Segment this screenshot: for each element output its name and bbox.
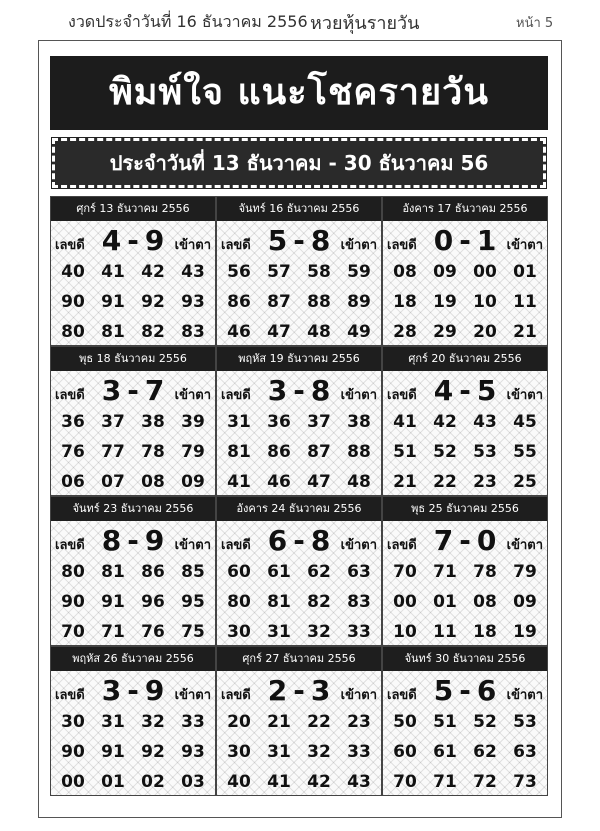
lucky-number: 28 — [393, 322, 417, 342]
lucky-number: 42 — [141, 262, 165, 282]
prediction-cell — [382, 346, 548, 496]
good-number-label: เลขดี — [55, 238, 85, 253]
number-row — [51, 407, 215, 437]
lucky-number: 32 — [141, 712, 165, 732]
lucky-number: 79 — [513, 562, 537, 582]
number-row — [383, 257, 547, 287]
lucky-number: 09 — [181, 472, 205, 492]
date-range: ประจำวันที่ 13 ธันวาคม - 30 ธันวาคม 56 — [52, 138, 546, 188]
number-row — [51, 317, 215, 346]
number-row — [217, 287, 381, 317]
number-row — [217, 707, 381, 737]
notable-label: เข้าตา — [174, 388, 211, 403]
notable-label: เข้าตา — [340, 388, 377, 403]
lucky-number: 25 — [513, 472, 537, 492]
key-digit-2: 8 — [310, 374, 331, 407]
number-row — [217, 587, 381, 617]
lucky-number: 78 — [473, 562, 497, 582]
pick-row — [217, 375, 381, 407]
number-row — [217, 467, 381, 496]
section-title: หวยหุ้นรายวัน — [310, 13, 420, 34]
notable-label: เข้าตา — [174, 538, 211, 553]
number-row — [383, 407, 547, 437]
lucky-number: 00 — [473, 262, 497, 282]
pick-row — [217, 675, 381, 707]
lucky-number: 23 — [473, 472, 497, 492]
lucky-number: 47 — [267, 322, 291, 342]
number-row — [217, 767, 381, 796]
lucky-number: 78 — [141, 442, 165, 462]
pick-row — [383, 225, 547, 257]
lucky-number: 77 — [101, 442, 125, 462]
number-row — [217, 557, 381, 587]
prediction-cell — [50, 346, 216, 496]
cell-date: พฤหัส 19 ธันวาคม 2556 — [217, 347, 381, 371]
number-row — [217, 257, 381, 287]
lucky-number: 79 — [181, 442, 205, 462]
page-header — [0, 0, 600, 40]
prediction-cell — [216, 196, 382, 346]
lucky-number: 09 — [433, 262, 457, 282]
lucky-number: 81 — [101, 562, 125, 582]
lucky-number: 00 — [61, 772, 85, 792]
lucky-number: 37 — [101, 412, 125, 432]
digit-separator: - — [127, 674, 139, 707]
digit-separator: - — [459, 674, 471, 707]
number-row — [51, 437, 215, 467]
lucky-number: 00 — [393, 592, 417, 612]
key-digit-2: 8 — [310, 524, 331, 557]
lucky-number: 71 — [433, 562, 457, 582]
lucky-number: 19 — [433, 292, 457, 312]
lucky-number: 50 — [393, 712, 417, 732]
lucky-number: 37 — [307, 412, 331, 432]
lucky-number: 45 — [513, 412, 537, 432]
lucky-number: 51 — [433, 712, 457, 732]
number-row — [383, 587, 547, 617]
number-row — [51, 737, 215, 767]
digit-separator: - — [293, 674, 305, 707]
good-number-label: เลขดี — [387, 238, 417, 253]
cell-date: จันทร์ 23 ธันวาคม 2556 — [51, 497, 215, 521]
lucky-number: 22 — [433, 472, 457, 492]
pick-row — [383, 525, 547, 557]
key-digit-2: 8 — [310, 224, 331, 257]
digit-separator: - — [459, 374, 471, 407]
number-row — [51, 557, 215, 587]
lucky-number: 22 — [307, 712, 331, 732]
notable-label: เข้าตา — [174, 688, 211, 703]
lucky-number: 08 — [141, 472, 165, 492]
lucky-number: 31 — [227, 412, 251, 432]
notable-label: เข้าตา — [340, 538, 377, 553]
key-digit-1: 4 — [433, 374, 454, 407]
key-digit-2: 3 — [310, 674, 331, 707]
key-digit-2: 9 — [144, 524, 165, 557]
lucky-number: 87 — [267, 292, 291, 312]
lucky-number: 46 — [227, 322, 251, 342]
lucky-number: 20 — [227, 712, 251, 732]
lucky-number: 88 — [347, 442, 371, 462]
lucky-number: 47 — [307, 472, 331, 492]
lucky-number: 32 — [307, 622, 331, 642]
notable-label: เข้าตา — [506, 388, 543, 403]
lucky-number: 18 — [473, 622, 497, 642]
number-row — [383, 287, 547, 317]
lucky-number: 61 — [433, 742, 457, 762]
lucky-number: 71 — [101, 622, 125, 642]
lucky-number: 40 — [227, 772, 251, 792]
prediction-cell — [382, 196, 548, 346]
key-digit-1: 8 — [101, 524, 122, 557]
lucky-number: 87 — [307, 442, 331, 462]
lucky-number: 59 — [347, 262, 371, 282]
lucky-number: 43 — [473, 412, 497, 432]
lucky-number: 36 — [61, 412, 85, 432]
number-row — [383, 737, 547, 767]
digit-separator: - — [459, 524, 471, 557]
digit-separator: - — [293, 374, 305, 407]
cell-date: ศุกร์ 13 ธันวาคม 2556 — [51, 197, 215, 221]
lucky-number: 76 — [141, 622, 165, 642]
lucky-number: 81 — [267, 592, 291, 612]
lucky-number: 91 — [101, 592, 125, 612]
lucky-number: 31 — [267, 742, 291, 762]
lucky-number: 72 — [473, 772, 497, 792]
lucky-number: 92 — [141, 292, 165, 312]
lucky-number: 55 — [513, 442, 537, 462]
lucky-number: 20 — [473, 322, 497, 342]
digit-separator: - — [293, 224, 305, 257]
lucky-number: 42 — [307, 772, 331, 792]
lucky-number: 11 — [513, 292, 537, 312]
lucky-number: 80 — [61, 322, 85, 342]
lucky-number: 89 — [347, 292, 371, 312]
digit-separator: - — [293, 524, 305, 557]
cell-date: อังคาร 24 ธันวาคม 2556 — [217, 497, 381, 521]
number-row — [51, 467, 215, 496]
number-row — [383, 557, 547, 587]
number-row — [51, 257, 215, 287]
digit-separator: - — [127, 524, 139, 557]
notable-label: เข้าตา — [506, 688, 543, 703]
key-digit-1: 5 — [433, 674, 454, 707]
good-number-label: เลขดี — [221, 538, 251, 553]
pick-row — [51, 375, 215, 407]
number-row — [383, 767, 547, 796]
key-digit-1: 6 — [267, 524, 288, 557]
lucky-number: 43 — [181, 262, 205, 282]
number-row — [217, 407, 381, 437]
lucky-number: 41 — [267, 772, 291, 792]
lucky-number: 70 — [393, 562, 417, 582]
lucky-number: 10 — [473, 292, 497, 312]
lucky-number: 08 — [473, 592, 497, 612]
good-number-label: เลขดี — [221, 688, 251, 703]
lucky-number: 60 — [227, 562, 251, 582]
lucky-number: 90 — [61, 592, 85, 612]
lucky-number: 11 — [433, 622, 457, 642]
lucky-number: 60 — [393, 742, 417, 762]
lucky-number: 51 — [393, 442, 417, 462]
cell-date: พุธ 18 ธันวาคม 2556 — [51, 347, 215, 371]
prediction-cell — [50, 196, 216, 346]
number-row — [383, 617, 547, 646]
lucky-number: 39 — [181, 412, 205, 432]
lucky-number: 33 — [181, 712, 205, 732]
lucky-number: 76 — [61, 442, 85, 462]
lucky-number: 21 — [393, 472, 417, 492]
page-number: หน้า 5 — [516, 16, 554, 31]
lucky-number: 46 — [267, 472, 291, 492]
main-title: พิมพ์ใจ แนะโชครายวัน — [50, 56, 548, 130]
lucky-number: 48 — [347, 472, 371, 492]
lucky-number: 43 — [347, 772, 371, 792]
good-number-label: เลขดี — [221, 238, 251, 253]
lucky-number: 57 — [267, 262, 291, 282]
lucky-number: 62 — [307, 562, 331, 582]
lucky-number: 56 — [227, 262, 251, 282]
key-digit-2: 9 — [144, 224, 165, 257]
lucky-number: 95 — [181, 592, 205, 612]
pick-row — [217, 225, 381, 257]
key-digit-1: 7 — [433, 524, 454, 557]
notable-label: เข้าตา — [506, 538, 543, 553]
cell-date: พฤหัส 26 ธันวาคม 2556 — [51, 647, 215, 671]
digit-separator: - — [127, 374, 139, 407]
good-number-label: เลขดี — [387, 688, 417, 703]
cell-date: อังคาร 17 ธันวาคม 2556 — [383, 197, 547, 221]
lucky-number: 33 — [347, 742, 371, 762]
lucky-number: 81 — [227, 442, 251, 462]
cell-date: พุธ 25 ธันวาคม 2556 — [383, 497, 547, 521]
good-number-label: เลขดี — [55, 538, 85, 553]
lucky-number: 03 — [181, 772, 205, 792]
lucky-number: 81 — [101, 322, 125, 342]
lucky-number: 80 — [61, 562, 85, 582]
lucky-number: 80 — [227, 592, 251, 612]
lucky-number: 01 — [433, 592, 457, 612]
lucky-number: 41 — [227, 472, 251, 492]
number-row — [217, 317, 381, 346]
cell-date: จันทร์ 16 ธันวาคม 2556 — [217, 197, 381, 221]
lucky-number: 30 — [61, 712, 85, 732]
pick-row — [51, 525, 215, 557]
number-row — [383, 437, 547, 467]
lucky-number: 29 — [433, 322, 457, 342]
lucky-number: 52 — [433, 442, 457, 462]
number-row — [217, 737, 381, 767]
pick-row — [217, 525, 381, 557]
good-number-label: เลขดี — [55, 388, 85, 403]
lucky-number: 90 — [61, 292, 85, 312]
lucky-number: 01 — [513, 262, 537, 282]
key-digit-1: 3 — [101, 674, 122, 707]
lucky-number: 92 — [141, 742, 165, 762]
lucky-number: 91 — [101, 742, 125, 762]
lucky-number: 10 — [393, 622, 417, 642]
number-row — [51, 587, 215, 617]
notable-label: เข้าตา — [174, 238, 211, 253]
cell-date: ศุกร์ 20 ธันวาคม 2556 — [383, 347, 547, 371]
pick-row — [383, 675, 547, 707]
number-row — [51, 767, 215, 796]
lucky-number: 06 — [61, 472, 85, 492]
prediction-grid — [50, 196, 548, 796]
lucky-number: 40 — [61, 262, 85, 282]
lucky-number: 88 — [307, 292, 331, 312]
lucky-number: 53 — [473, 442, 497, 462]
lucky-number: 53 — [513, 712, 537, 732]
number-row — [51, 617, 215, 646]
lucky-number: 52 — [473, 712, 497, 732]
key-digit-2: 9 — [144, 674, 165, 707]
lucky-number: 82 — [141, 322, 165, 342]
number-row — [383, 707, 547, 737]
lucky-number: 09 — [513, 592, 537, 612]
key-digit-1: 3 — [101, 374, 122, 407]
key-digit-2: 1 — [476, 224, 497, 257]
lucky-number: 21 — [267, 712, 291, 732]
number-row — [217, 437, 381, 467]
lucky-number: 96 — [141, 592, 165, 612]
prediction-cell — [216, 646, 382, 796]
cell-date: ศุกร์ 27 ธันวาคม 2556 — [217, 647, 381, 671]
key-digit-2: 6 — [476, 674, 497, 707]
key-digit-1: 2 — [267, 674, 288, 707]
lucky-number: 83 — [181, 322, 205, 342]
pick-row — [383, 375, 547, 407]
key-digit-1: 0 — [433, 224, 454, 257]
prediction-cell — [382, 496, 548, 646]
lucky-number: 70 — [393, 772, 417, 792]
lucky-number: 42 — [433, 412, 457, 432]
number-row — [217, 617, 381, 646]
prediction-cell — [216, 496, 382, 646]
lucky-number: 32 — [307, 742, 331, 762]
lucky-number: 21 — [513, 322, 537, 342]
lucky-number: 62 — [473, 742, 497, 762]
lucky-number: 70 — [61, 622, 85, 642]
lucky-number: 02 — [141, 772, 165, 792]
prediction-cell — [50, 646, 216, 796]
lucky-number: 86 — [141, 562, 165, 582]
good-number-label: เลขดี — [387, 388, 417, 403]
pick-row — [51, 675, 215, 707]
good-number-label: เลขดี — [55, 688, 85, 703]
number-row — [51, 287, 215, 317]
lucky-number: 75 — [181, 622, 205, 642]
lucky-number: 23 — [347, 712, 371, 732]
lucky-number: 90 — [61, 742, 85, 762]
prediction-cell — [382, 646, 548, 796]
key-digit-1: 5 — [267, 224, 288, 257]
lucky-number: 38 — [141, 412, 165, 432]
lucky-number: 30 — [227, 622, 251, 642]
lucky-number: 85 — [181, 562, 205, 582]
lucky-number: 93 — [181, 742, 205, 762]
lucky-number: 73 — [513, 772, 537, 792]
key-digit-2: 5 — [476, 374, 497, 407]
lucky-number: 91 — [101, 292, 125, 312]
lucky-number: 19 — [513, 622, 537, 642]
issue-date: งวดประจำวันที่ 16 ธันวาคม 2556 — [68, 12, 308, 31]
lucky-number: 86 — [227, 292, 251, 312]
lucky-number: 36 — [267, 412, 291, 432]
lucky-number: 93 — [181, 292, 205, 312]
lucky-number: 86 — [267, 442, 291, 462]
lucky-number: 49 — [347, 322, 371, 342]
key-digit-1: 4 — [101, 224, 122, 257]
good-number-label: เลขดี — [387, 538, 417, 553]
lucky-number: 83 — [347, 592, 371, 612]
notable-label: เข้าตา — [340, 238, 377, 253]
lucky-number: 38 — [347, 412, 371, 432]
lucky-number: 63 — [513, 742, 537, 762]
digit-separator: - — [459, 224, 471, 257]
cell-date: จันทร์ 30 ธันวาคม 2556 — [383, 647, 547, 671]
lucky-number: 33 — [347, 622, 371, 642]
lucky-number: 63 — [347, 562, 371, 582]
lucky-number: 08 — [393, 262, 417, 282]
lucky-number: 18 — [393, 292, 417, 312]
pick-row — [51, 225, 215, 257]
prediction-cell — [50, 496, 216, 646]
key-digit-2: 7 — [144, 374, 165, 407]
lucky-number: 31 — [267, 622, 291, 642]
notable-label: เข้าตา — [506, 238, 543, 253]
lucky-number: 71 — [433, 772, 457, 792]
good-number-label: เลขดี — [221, 388, 251, 403]
lucky-number: 61 — [267, 562, 291, 582]
lucky-number: 41 — [101, 262, 125, 282]
lucky-number: 31 — [101, 712, 125, 732]
lucky-number: 48 — [307, 322, 331, 342]
key-digit-2: 0 — [476, 524, 497, 557]
notable-label: เข้าตา — [340, 688, 377, 703]
lucky-number: 41 — [393, 412, 417, 432]
lucky-number: 30 — [227, 742, 251, 762]
prediction-cell — [216, 346, 382, 496]
number-row — [51, 707, 215, 737]
lucky-number: 82 — [307, 592, 331, 612]
lucky-number: 07 — [101, 472, 125, 492]
key-digit-1: 3 — [267, 374, 288, 407]
number-row — [383, 467, 547, 496]
lucky-number: 58 — [307, 262, 331, 282]
number-row — [383, 317, 547, 346]
digit-separator: - — [127, 224, 139, 257]
lucky-number: 01 — [101, 772, 125, 792]
